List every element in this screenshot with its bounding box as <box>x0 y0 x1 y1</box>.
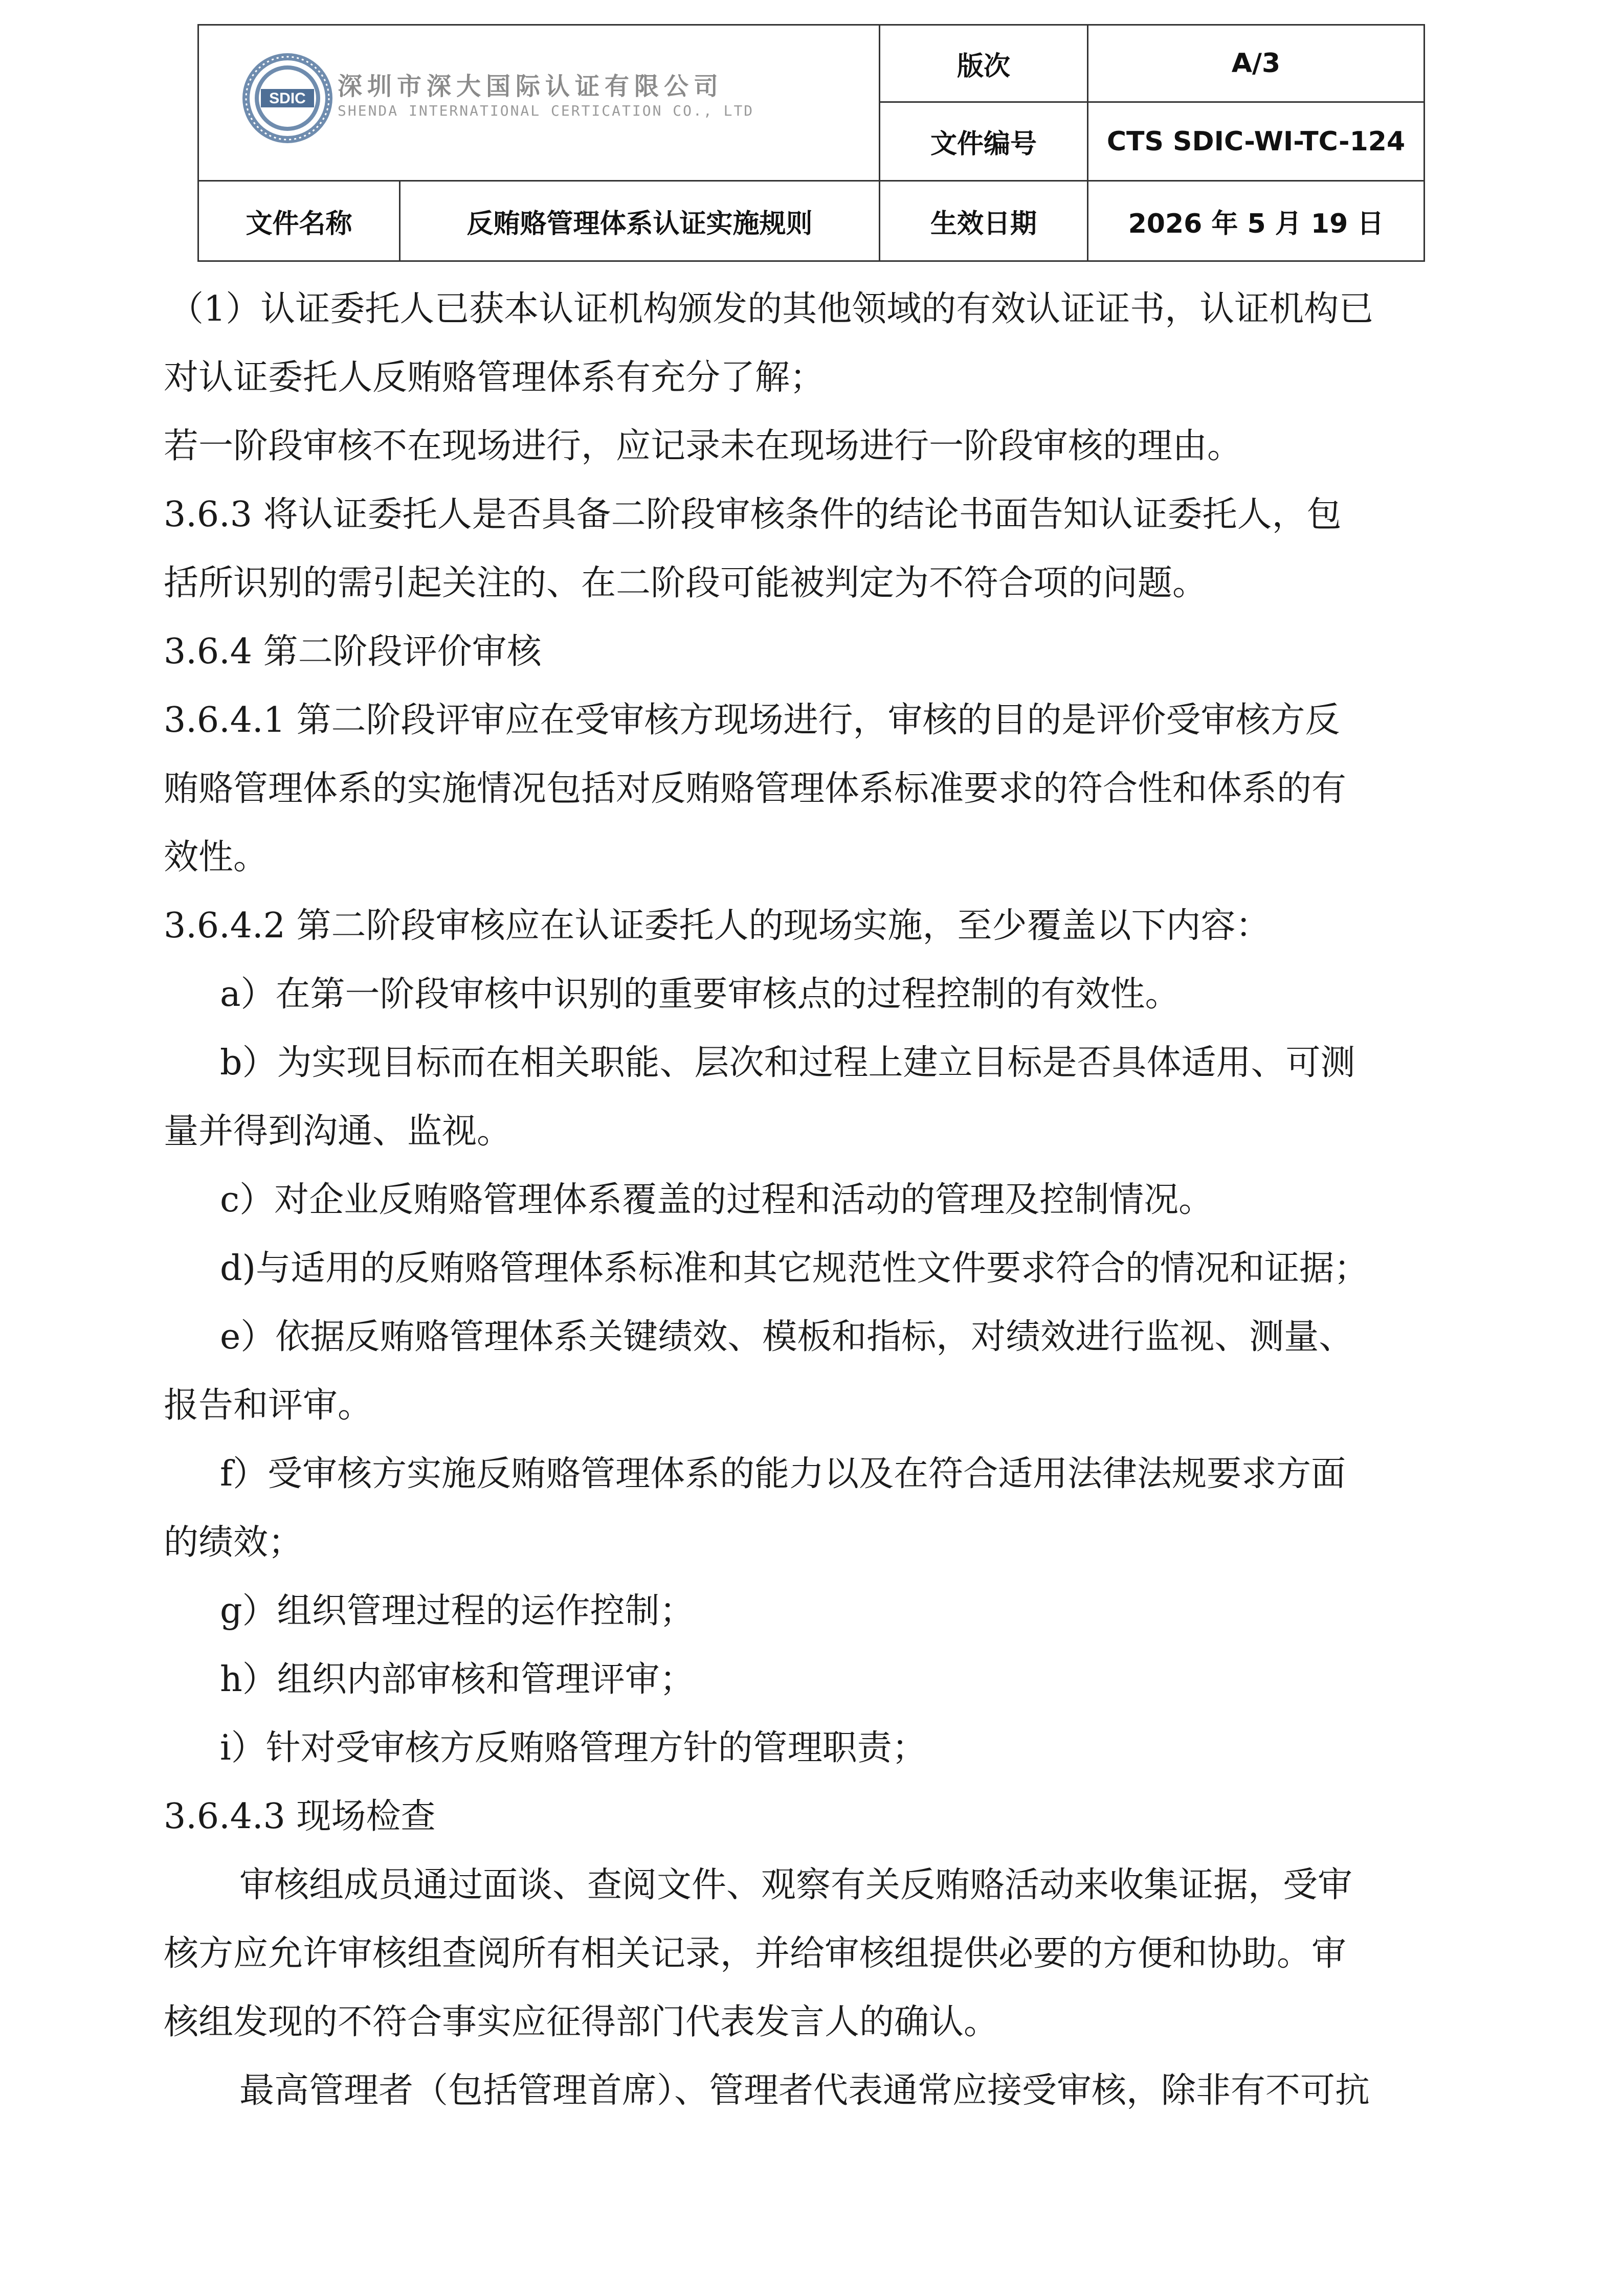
body-line-10: 3.6.4.2 第二阶段审核应在认证委托人的现场实施，至少覆盖以下内容： <box>164 906 1271 946</box>
body-line-18: f）受审核方实施反贿赂管理体系的能力以及在符合适用法律法规要求方面 <box>220 1454 1346 1494</box>
body-line-27: 最高管理者（包括管理首席）、管理者代表通常应接受审核，除非有不可抗 <box>239 2070 1370 2111</box>
body-line-1: （1）认证委托人已获本认证机构颁发的其他领域的有效认证证书，认证机构已 <box>169 289 1374 329</box>
company-name-en: SHENDA INTERNATIONAL CERTICATION CO., LTD <box>338 102 754 119</box>
body-line-7: 3.6.4.1 第二阶段评审应在受审核方现场进行，审核的目的是评价受审核方反 <box>164 700 1340 740</box>
seal-text: SDIC <box>269 90 306 107</box>
version-label: 版次 <box>956 51 1010 82</box>
doc-no-label: 文件编号 <box>930 129 1037 160</box>
effective-date-label: 生效日期 <box>930 208 1037 239</box>
body-line-14: c）对企业反贿赂管理体系覆盖的过程和活动的管理及控制情况。 <box>220 1180 1214 1220</box>
seal-icon <box>240 51 335 146</box>
body-line-11: a）在第一阶段审核中识别的重要审核点的过程控制的有效性。 <box>220 974 1180 1015</box>
body-line-3: 若一阶段审核不在现场进行，应记录未在现场进行一阶段审核的理由。 <box>164 426 1242 466</box>
body-line-21: h）组织内部审核和管理评审； <box>220 1659 695 1700</box>
company-logo <box>240 51 803 148</box>
doc-no-value: CTS SDIC-WI-TC-124 <box>1106 126 1406 157</box>
body-line-8: 贿赂管理体系的实施情况包括对反贿赂管理体系标准要求的符合性和体系的有 <box>164 769 1347 809</box>
body-line-23: 3.6.4.3 现场检查 <box>164 1796 436 1837</box>
body-line-26: 核组发现的不符合事实应征得部门代表发言人的确认。 <box>164 2002 999 2042</box>
body-line-2: 对认证委托人反贿赂管理体系有充分了解； <box>164 357 825 398</box>
doc-name-value: 反贿赂管理体系认证实施规则 <box>466 208 813 239</box>
body-line-16: e）依据反贿赂管理体系关键绩效、模板和指标，对绩效进行监视、测量、 <box>220 1317 1354 1357</box>
body-line-12: b）为实现目标而在相关职能、层次和过程上建立目标是否具体适用、可测 <box>220 1043 1355 1083</box>
body-line-25: 核方应允许审核组查阅所有相关记录，并给审核组提供必要的方便和协助。审 <box>164 1933 1347 1974</box>
body-line-9: 效性。 <box>164 837 269 877</box>
doc-name-label: 文件名称 <box>246 208 352 239</box>
effective-date-value: 2026 年 5 月 19 日 <box>1128 208 1384 239</box>
company-name-cn: 深圳市深大国际认证有限公司 <box>338 72 724 101</box>
body-line-4: 3.6.3 将认证委托人是否具备二阶段审核条件的结论书面告知认证委托人，包 <box>164 494 1342 535</box>
body-line-6: 3.6.4 第二阶段评价审核 <box>164 632 542 672</box>
body-line-5: 括所识别的需引起关注的、在二阶段可能被判定为不符合项的问题。 <box>164 563 1208 603</box>
version-value: A/3 <box>1231 48 1281 79</box>
body-line-15: d)与适用的反贿赂管理体系标准和其它规范性文件要求符合的情况和证据； <box>220 1248 1369 1289</box>
body-line-22: i）针对受审核方反贿赂管理方针的管理职责； <box>220 1728 927 1768</box>
body-line-19: 的绩效； <box>164 1522 303 1563</box>
body-line-20: g）组织管理过程的运作控制； <box>220 1591 695 1631</box>
body-line-13: 量并得到沟通、监视。 <box>164 1111 512 1152</box>
body-line-17: 报告和评审。 <box>164 1385 373 1426</box>
body-line-24: 审核组成员通过面谈、查阅文件、观察有关反贿赂活动来收集证据，受审 <box>239 1865 1353 1905</box>
